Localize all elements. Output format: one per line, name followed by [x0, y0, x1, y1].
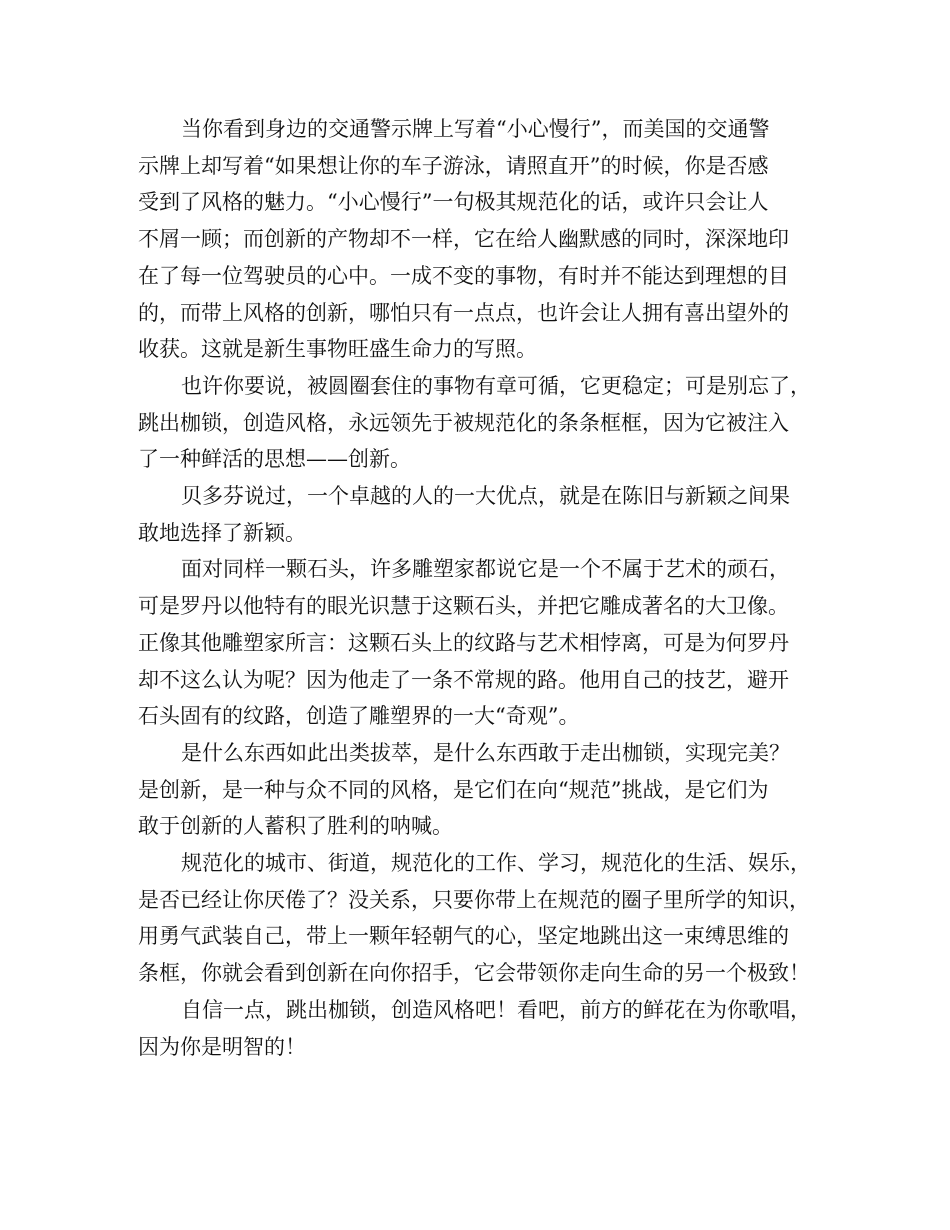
paragraph-6: [138, 845, 828, 992]
paragraph-5: [138, 735, 828, 845]
text-line: 是什么东西如此出类拔萃，是什么东西敢于走出枷锁，实现完美？: [181, 740, 790, 765]
text-line: 也许你要说，被圆圈套住的事物有章可循，它更稳定；可是别忘了，: [181, 373, 811, 398]
paragraph-3: [138, 478, 828, 551]
document-body: [138, 111, 828, 1065]
text-line: 受到了风格的魅力。“小心慢行”一句极其规范化的话，或许只会让人: [138, 190, 769, 215]
text-line: 收获。这就是新生事物旺盛生命力的写照。: [138, 337, 537, 362]
paragraph-1: [138, 111, 828, 368]
text-line: 规范化的城市、街道，规范化的工作、学习，规范化的生活、娱乐，: [181, 851, 811, 876]
text-line: 跳出枷锁，创造风格，永远领先于被规范化的条条框框，因为它被注入: [138, 410, 789, 435]
text-line: 条框，你就会看到创新在向你招手，它会带领你走向生命的另一个极致！: [138, 961, 810, 986]
paragraph-7: [138, 992, 828, 1065]
text-line: 示牌上却写着“如果想让你的车子游泳，请照直开”的时候，你是否感: [138, 153, 769, 178]
text-line: 不屑一顾；而创新的产物却不一样，它在给人幽默感的同时，深深地印: [138, 227, 789, 252]
text-line: 石头固有的纹路，创造了雕塑界的一大“奇观”。: [138, 704, 580, 729]
text-line: 敢于创新的人蓄积了胜利的呐喊。: [138, 814, 453, 839]
text-line: 的，而带上风格的创新，哪怕只有一点点，也许会让人拥有喜出望外的: [138, 300, 789, 325]
text-line: 贝多芬说过，一个卓越的人的一大优点，就是在陈旧与新颖之间果: [181, 484, 790, 509]
paragraph-4: [138, 551, 828, 735]
text-line: 在了每一位驾驶员的心中。一成不变的事物，有时并不能达到理想的目: [138, 263, 789, 288]
text-line: 了一种鲜活的思想——创新。: [138, 447, 411, 472]
paragraph-2: [138, 368, 828, 478]
text-line: 自信一点，跳出枷锁，创造风格吧！看吧，前方的鲜花在为你歌唱，: [181, 997, 811, 1022]
text-line: 是否已经让你厌倦了？没关系，只要你带上在规范的圈子里所学的知识，: [138, 887, 810, 912]
text-line: 可是罗丹以他特有的眼光识慧于这颗石头，并把它雕成著名的大卫像。: [138, 594, 789, 619]
text-line: 当你看到身边的交通警示牌上写着“小心慢行”，而美国的交通警: [181, 117, 770, 141]
text-line: 用勇气武装自己，带上一颗年轻朝气的心，坚定地跳出这一束缚思维的: [138, 924, 789, 949]
text-line: 是创新，是一种与众不同的风格，是它们在向“规范”挑战，是它们为: [138, 777, 769, 802]
text-line: 因为你是明智的！: [138, 1034, 306, 1059]
text-line: 却不这么认为呢？因为他走了一条不常规的路。他用自己的技艺，避开: [138, 667, 789, 692]
text-line: 敢地选择了新颖。: [138, 520, 306, 545]
text-line: 面对同样一颗石头，许多雕塑家都说它是一个不属于艺术的顽石，: [181, 557, 790, 582]
text-line: 正像其他雕塑家所言：这颗石头上的纹路与艺术相悖离，可是为何罗丹: [138, 630, 789, 655]
